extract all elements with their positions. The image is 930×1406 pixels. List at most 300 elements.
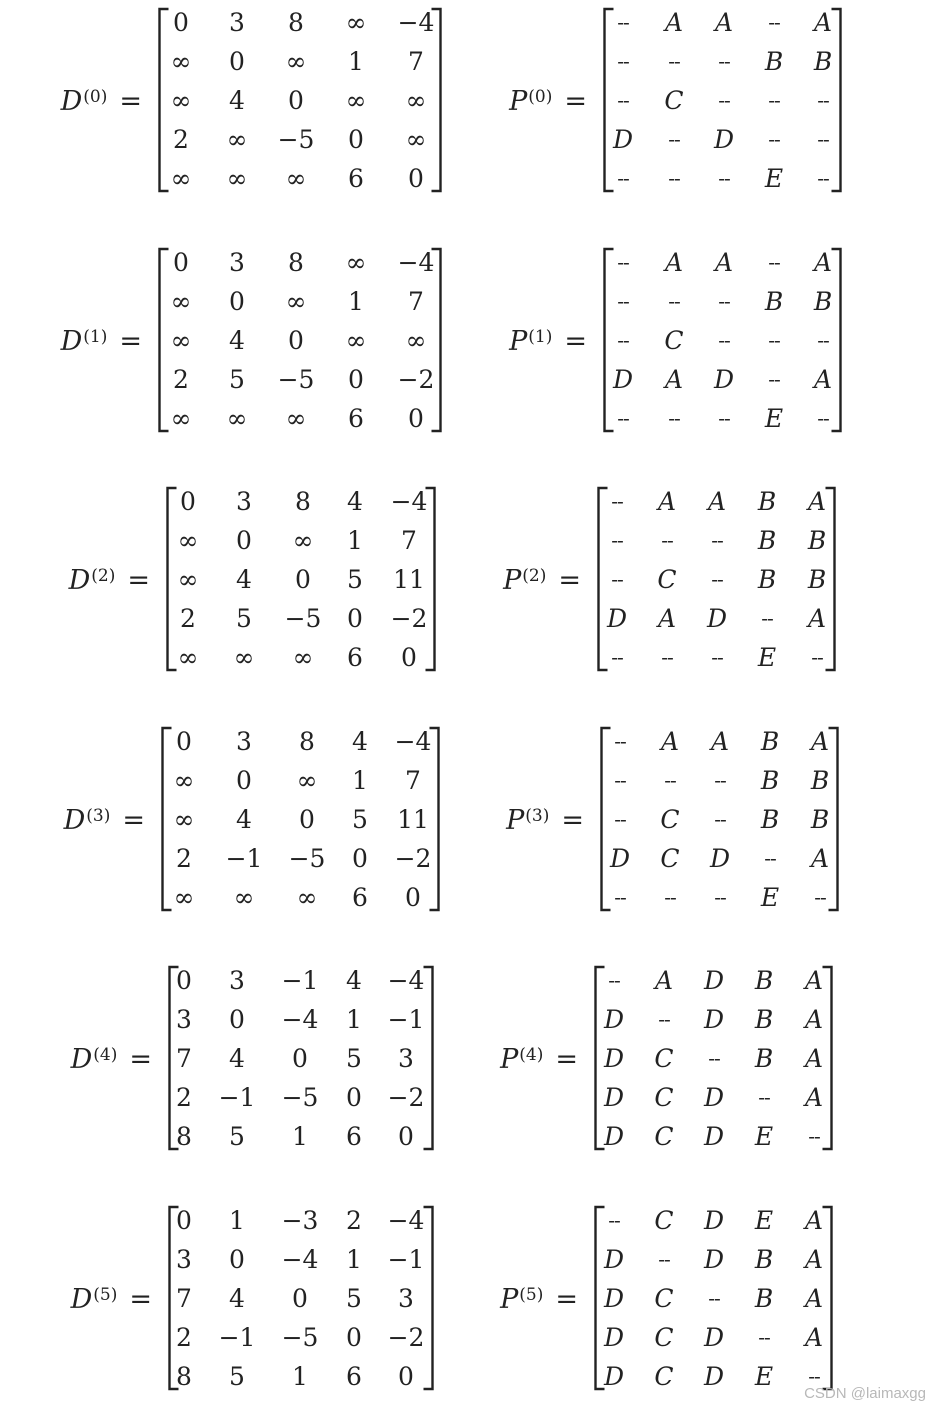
predecessor-matrix-1-cell-r2c1: C [664,326,684,355]
predecessor-matrix-4-cell-r1c0: D [603,1005,625,1034]
predecessor-matrix-0-superscript: (0) [528,87,553,107]
distance-matrix-1-cell-r1c3: 1 [348,287,364,316]
predecessor-matrix-0-cell-r4c1: -- [668,166,680,190]
predecessor-matrix-1-cell-r3c3: -- [768,367,780,391]
distance-matrix-5-cell-r0c3: 2 [346,1206,362,1235]
distance-matrix-1-cell-r3c3: 0 [348,365,364,394]
predecessor-matrix-3-equals: = [561,804,584,836]
predecessor-matrix-3-cell-r2c2: -- [714,807,726,831]
distance-matrix-3-superscript: (3) [86,806,111,826]
predecessor-matrix-0-cell-r1c1: -- [668,49,680,73]
distance-matrix-1-cell-r4c4: 0 [408,404,424,433]
predecessor-matrix-3-cell-r3c3: -- [764,846,776,870]
predecessor-matrix-4-cell-r2c2: -- [708,1046,720,1070]
distance-matrix-5-cell-r4c1: 5 [229,1362,245,1391]
predecessor-matrix-5-cell-r4c3: E [754,1362,774,1391]
predecessor-matrix-3-symbol: P [506,804,525,836]
distance-matrix-1-cell-r2c3: ∞ [345,326,367,355]
distance-matrix-5-cell-r1c4: −1 [387,1245,425,1274]
predecessor-matrix-5-cell-r4c0: D [603,1362,625,1391]
distance-matrix-4-cell-r1c4: −1 [387,1005,425,1034]
distance-matrix-2-cell-r1c4: 7 [401,526,417,555]
distance-matrix-2-cell-r1c3: 1 [347,526,363,555]
distance-matrix-4-cell-r2c4: 3 [398,1044,414,1073]
predecessor-matrix-2-equals: = [558,564,581,596]
predecessor-matrix-2-cell-r1c4: B [807,526,827,555]
distance-matrix-4-symbol: D [70,1043,93,1075]
predecessor-matrix-5-cell-r3c0: D [603,1323,625,1352]
predecessor-matrix-5 [0,1199,930,1399]
predecessor-matrix-0-cell-r2c4: -- [817,88,829,112]
predecessor-matrix-0 [0,1,930,201]
distance-matrix-0-cell-r4c2: ∞ [285,164,307,193]
predecessor-matrix-3-cell-r4c1: -- [664,885,676,909]
predecessor-matrix-1-cell-r2c3: -- [768,328,780,352]
predecessor-matrix-5-cell-r1c2: D [703,1245,725,1274]
predecessor-matrix-3-cell-r1c2: -- [714,768,726,792]
predecessor-matrix-5-cell-r4c4: -- [808,1364,820,1388]
predecessor-matrix-2-cell-r0c1: A [657,487,677,516]
distance-matrix-3-cell-r4c3: 6 [352,883,368,912]
predecessor-matrix-2-cell-r4c3: E [757,643,777,672]
predecessor-matrix-1-cell-r0c1: A [664,248,684,277]
predecessor-matrix-0-cell-r2c2: -- [718,88,730,112]
distance-matrix-2-cell-r2c0: ∞ [177,565,199,594]
predecessor-matrix-4-cell-r1c4: A [804,1005,824,1034]
distance-matrix-3-cell-r4c4: 0 [405,883,421,912]
distance-matrix-2-cell-r3c0: 2 [180,604,196,633]
distance-matrix-5-cell-r2c2: 0 [292,1284,308,1313]
distance-matrix-4-cell-r0c0: 0 [176,966,192,995]
distance-matrix-1-cell-r3c4: −2 [397,365,435,394]
distance-matrix-3-cell-r3c2: −5 [288,844,326,873]
distance-matrix-1-cell-r0c1: 3 [229,248,245,277]
predecessor-matrix-2-cell-r4c2: -- [711,645,723,669]
predecessor-matrix-0-cell-r0c3: -- [768,10,780,34]
distance-matrix-0-cell-r3c0: 2 [173,125,189,154]
distance-matrix-4-cell-r3c0: 2 [176,1083,192,1112]
distance-matrix-2-cell-r0c4: −4 [390,487,428,516]
predecessor-matrix-4-cell-r4c2: D [703,1122,725,1151]
distance-matrix-4-cell-r4c1: 5 [229,1122,245,1151]
predecessor-matrix-5-cell-r2c4: A [804,1284,824,1313]
distance-matrix-2-cell-r4c3: 6 [347,643,363,672]
predecessor-matrix-1-cell-r0c0: -- [617,250,629,274]
predecessor-matrix-4-cell-r3c3: -- [758,1085,770,1109]
predecessor-matrix-3-cell-r0c2: A [710,727,730,756]
predecessor-matrix-4-cell-r4c4: -- [808,1124,820,1148]
predecessor-matrix-3-cell-r2c1: C [660,805,680,834]
distance-matrix-5-cell-r3c0: 2 [176,1323,192,1352]
predecessor-matrix-5-cell-r3c2: D [703,1323,725,1352]
predecessor-matrix-0-cell-r3c0: D [612,125,634,154]
predecessor-matrix-3-cell-r0c3: B [760,727,780,756]
distance-matrix-2-cell-r0c0: 0 [180,487,196,516]
distance-matrix-1-symbol: D [60,325,83,357]
iteration-row-1 [0,241,930,441]
distance-matrix-3-cell-r2c2: 0 [299,805,315,834]
predecessor-matrix-2-cell-r0c0: -- [611,489,623,513]
distance-matrix-0-cell-r2c2: 0 [288,86,304,115]
predecessor-matrix-5-cell-r0c0: -- [608,1208,620,1232]
predecessor-matrix-4-cell-r1c3: B [754,1005,774,1034]
predecessor-matrix-1-cell-r4c1: -- [668,406,680,430]
distance-matrix-3-symbol: D [63,804,86,836]
distance-matrix-0-cell-r1c4: 7 [408,47,424,76]
predecessor-matrix-0-cell-r0c2: A [714,8,734,37]
distance-matrix-3-cell-r3c4: −2 [394,844,432,873]
predecessor-matrix-4-cell-r3c1: C [654,1083,674,1112]
distance-matrix-4-cell-r3c3: 0 [346,1083,362,1112]
distance-matrix-1-cell-r4c1: ∞ [226,404,248,433]
distance-matrix-0-cell-r2c3: ∞ [345,86,367,115]
predecessor-matrix-4-cell-r3c2: D [703,1083,725,1112]
predecessor-matrix-4-cell-r1c2: D [703,1005,725,1034]
distance-matrix-3-cell-r3c1: −1 [225,844,263,873]
distance-matrix-1-cell-r1c2: ∞ [285,287,307,316]
predecessor-matrix-3-cell-r0c0: -- [614,729,626,753]
distance-matrix-0-cell-r0c2: 8 [288,8,304,37]
distance-matrix-3-cell-r0c1: 3 [236,727,252,756]
distance-matrix-2-cell-r3c4: −2 [390,604,428,633]
distance-matrix-4-cell-r2c1: 4 [229,1044,245,1073]
distance-matrix-5-cell-r0c4: −4 [387,1206,425,1235]
predecessor-matrix-4-equals: = [555,1043,578,1075]
predecessor-matrix-2-cell-r2c4: B [807,565,827,594]
distance-matrix-1-cell-r2c1: 4 [229,326,245,355]
distance-matrix-5-cell-r1c0: 3 [176,1245,192,1274]
distance-matrix-5-cell-r2c4: 3 [398,1284,414,1313]
distance-matrix-3-cell-r4c1: ∞ [233,883,255,912]
predecessor-matrix-2-cell-r3c1: A [657,604,677,633]
predecessor-matrix-5-equals: = [555,1283,578,1315]
distance-matrix-0-symbol: D [60,85,83,117]
predecessor-matrix-3-cell-r0c1: A [660,727,680,756]
predecessor-matrix-1-cell-r4c3: E [764,404,784,433]
predecessor-matrix-3-cell-r0c4: A [810,727,830,756]
distance-matrix-4-cell-r0c1: 3 [229,966,245,995]
distance-matrix-3-equals: = [122,804,145,836]
distance-matrix-5-cell-r4c4: 0 [398,1362,414,1391]
distance-matrix-1-cell-r0c3: ∞ [345,248,367,277]
distance-matrix-3-cell-r1c0: ∞ [173,766,195,795]
distance-matrix-1-cell-r1c0: ∞ [170,287,192,316]
predecessor-matrix-0-cell-r1c2: -- [718,49,730,73]
predecessor-matrix-4-cell-r2c1: C [654,1044,674,1073]
predecessor-matrix-4-cell-r0c1: A [654,966,674,995]
predecessor-matrix-5-cell-r1c1: -- [658,1247,670,1271]
predecessor-matrix-4 [0,959,930,1159]
distance-matrix-2-cell-r4c0: ∞ [177,643,199,672]
predecessor-matrix-5-cell-r3c4: A [804,1323,824,1352]
distance-matrix-5-cell-r1c1: 0 [229,1245,245,1274]
distance-matrix-5-cell-r4c3: 6 [346,1362,362,1391]
distance-matrix-4-cell-r1c3: 1 [346,1005,362,1034]
distance-matrix-0-cell-r1c3: 1 [348,47,364,76]
predecessor-matrix-5-symbol: P [500,1283,519,1315]
predecessor-matrix-1 [0,241,930,441]
predecessor-matrix-1-equals: = [564,325,587,357]
distance-matrix-2-cell-r2c2: 0 [295,565,311,594]
iteration-row-0 [0,1,930,201]
predecessor-matrix-0-cell-r1c4: B [813,47,833,76]
predecessor-matrix-4-label [0,959,578,1159]
distance-matrix-0-cell-r4c4: 0 [408,164,424,193]
predecessor-matrix-4-cell-r2c3: B [754,1044,774,1073]
predecessor-matrix-4-superscript: (4) [519,1045,544,1065]
predecessor-matrix-3-cell-r1c3: B [760,766,780,795]
predecessor-matrix-3-cell-r2c3: B [760,805,780,834]
predecessor-matrix-2-cell-r0c3: B [757,487,777,516]
distance-matrix-5-cell-r0c0: 0 [176,1206,192,1235]
predecessor-matrix-1-cell-r2c2: -- [718,328,730,352]
distance-matrix-4-cell-r1c1: 0 [229,1005,245,1034]
distance-matrix-2-cell-r1c2: ∞ [292,526,314,555]
predecessor-matrix-1-cell-r3c4: A [813,365,833,394]
predecessor-matrix-2-cell-r3c3: -- [761,606,773,630]
distance-matrix-3-cell-r0c2: 8 [299,727,315,756]
predecessor-matrix-3-cell-r4c3: E [760,883,780,912]
distance-matrix-0-cell-r1c1: 0 [229,47,245,76]
predecessor-matrix-2-cell-r4c1: -- [661,645,673,669]
predecessor-matrix-4-cell-r0c4: A [804,966,824,995]
predecessor-matrix-5-cell-r0c2: D [703,1206,725,1235]
iteration-row-2 [0,480,930,680]
distance-matrix-2-cell-r4c2: ∞ [292,643,314,672]
predecessor-matrix-0-cell-r0c4: A [813,8,833,37]
predecessor-matrix-1-cell-r3c2: D [713,365,735,394]
predecessor-matrix-2-cell-r1c1: -- [661,528,673,552]
distance-matrix-4-cell-r2c0: 7 [176,1044,192,1073]
distance-matrix-3-cell-r3c3: 0 [352,844,368,873]
predecessor-matrix-1-cell-r0c4: A [813,248,833,277]
distance-matrix-1-cell-r4c3: 6 [348,404,364,433]
distance-matrix-5-cell-r4c0: 8 [176,1362,192,1391]
predecessor-matrix-1-cell-r0c3: -- [768,250,780,274]
distance-matrix-1-cell-r4c2: ∞ [285,404,307,433]
distance-matrix-4-cell-r0c3: 4 [346,966,362,995]
predecessor-matrix-2-cell-r0c4: A [807,487,827,516]
iteration-row-3 [0,720,930,920]
distance-matrix-0-cell-r4c0: ∞ [170,164,192,193]
predecessor-matrix-2-label [0,480,581,680]
distance-matrix-0-cell-r1c2: ∞ [285,47,307,76]
distance-matrix-1-cell-r2c4: ∞ [405,326,427,355]
distance-matrix-0-cell-r3c2: −5 [277,125,315,154]
distance-matrix-4-cell-r2c3: 5 [346,1044,362,1073]
predecessor-matrix-3-cell-r1c4: B [810,766,830,795]
predecessor-matrix-2-cell-r1c0: -- [611,528,623,552]
distance-matrix-5-cell-r0c1: 1 [229,1206,245,1235]
distance-matrix-4-cell-r4c2: 1 [292,1122,308,1151]
distance-matrix-3-cell-r2c0: ∞ [173,805,195,834]
distance-matrix-5-cell-r3c1: −1 [218,1323,256,1352]
distance-matrix-2-cell-r0c1: 3 [236,487,252,516]
predecessor-matrix-2-cell-r3c4: A [807,604,827,633]
predecessor-matrix-5-cell-r1c4: A [804,1245,824,1274]
distance-matrix-2-superscript: (2) [91,566,116,586]
distance-matrix-3-cell-r2c3: 5 [352,805,368,834]
predecessor-matrix-1-cell-r1c0: -- [617,289,629,313]
distance-matrix-5-cell-r2c3: 5 [346,1284,362,1313]
distance-matrix-5-equals: = [129,1283,152,1315]
distance-matrix-4-cell-r0c4: −4 [387,966,425,995]
distance-matrix-1-cell-r0c0: 0 [173,248,189,277]
predecessor-matrix-5-cell-r0c1: C [654,1206,674,1235]
predecessor-matrix-2-cell-r4c4: -- [811,645,823,669]
predecessor-matrix-2-symbol: P [503,564,522,596]
distance-matrix-2-cell-r3c1: 5 [236,604,252,633]
distance-matrix-4-equals: = [129,1043,152,1075]
predecessor-matrix-2 [0,480,930,680]
distance-matrix-0-cell-r2c4: ∞ [405,86,427,115]
predecessor-matrix-4-cell-r3c4: A [804,1083,824,1112]
distance-matrix-4-superscript: (4) [93,1045,118,1065]
distance-matrix-1-cell-r2c0: ∞ [170,326,192,355]
distance-matrix-3-cell-r1c2: ∞ [296,766,318,795]
distance-matrix-1-equals: = [119,325,142,357]
predecessor-matrix-5-cell-r2c3: B [754,1284,774,1313]
predecessor-matrix-3-cell-r3c1: C [660,844,680,873]
distance-matrix-3-cell-r0c4: −4 [394,727,432,756]
distance-matrix-5-cell-r0c2: −3 [281,1206,319,1235]
predecessor-matrix-1-label [0,241,587,441]
predecessor-matrix-0-cell-r2c1: C [664,86,684,115]
predecessor-matrix-1-cell-r1c1: -- [668,289,680,313]
distance-matrix-5-cell-r2c0: 7 [176,1284,192,1313]
distance-matrix-0-cell-r0c3: ∞ [345,8,367,37]
distance-matrix-1-cell-r2c2: 0 [288,326,304,355]
distance-matrix-3-cell-r0c0: 0 [176,727,192,756]
iteration-row-5 [0,1199,930,1399]
predecessor-matrix-4-cell-r0c2: D [703,966,725,995]
predecessor-matrix-0-cell-r3c3: -- [768,127,780,151]
predecessor-matrix-1-cell-r4c4: -- [817,406,829,430]
distance-matrix-4-cell-r3c1: −1 [218,1083,256,1112]
predecessor-matrix-4-cell-r4c1: C [654,1122,674,1151]
distance-matrix-3-cell-r2c4: 11 [397,805,429,834]
distance-matrix-5-symbol: D [70,1283,93,1315]
predecessor-matrix-4-cell-r4c3: E [754,1122,774,1151]
distance-matrix-4-cell-r3c2: −5 [281,1083,319,1112]
distance-matrix-0-cell-r2c1: 4 [229,86,245,115]
distance-matrix-3-cell-r4c0: ∞ [173,883,195,912]
predecessor-matrix-4-cell-r2c4: A [804,1044,824,1073]
distance-matrix-0-cell-r3c3: 0 [348,125,364,154]
distance-matrix-0-equals: = [119,85,142,117]
predecessor-matrix-3-cell-r4c0: -- [614,885,626,909]
predecessor-matrix-2-cell-r1c2: -- [711,528,723,552]
predecessor-matrix-1-cell-r1c4: B [813,287,833,316]
predecessor-matrix-5-cell-r4c1: C [654,1362,674,1391]
predecessor-matrix-1-cell-r2c4: -- [817,328,829,352]
predecessor-matrix-4-cell-r3c0: D [603,1083,625,1112]
distance-matrix-3-cell-r4c2: ∞ [296,883,318,912]
distance-matrix-1-cell-r0c4: −4 [397,248,435,277]
predecessor-matrix-2-cell-r2c3: B [757,565,777,594]
predecessor-matrix-1-cell-r0c2: A [714,248,734,277]
iteration-row-4 [0,959,930,1159]
predecessor-matrix-3-cell-r3c4: A [810,844,830,873]
predecessor-matrix-1-superscript: (1) [528,327,553,347]
distance-matrix-0-superscript: (0) [83,87,108,107]
distance-matrix-0-cell-r2c0: ∞ [170,86,192,115]
predecessor-matrix-0-symbol: P [509,85,528,117]
distance-matrix-4-cell-r1c0: 3 [176,1005,192,1034]
distance-matrix-2-cell-r4c4: 0 [401,643,417,672]
distance-matrix-3-cell-r1c4: 7 [405,766,421,795]
predecessor-matrix-5-cell-r2c0: D [603,1284,625,1313]
predecessor-matrix-0-cell-r0c0: -- [617,10,629,34]
predecessor-matrix-5-cell-r2c2: -- [708,1286,720,1310]
distance-matrix-0-cell-r0c4: −4 [397,8,435,37]
predecessor-matrix-5-cell-r1c0: D [603,1245,625,1274]
distance-matrix-2-cell-r1c1: 0 [236,526,252,555]
distance-matrix-5-cell-r1c3: 1 [346,1245,362,1274]
distance-matrix-5-superscript: (5) [93,1285,118,1305]
predecessor-matrix-0-cell-r4c2: -- [718,166,730,190]
distance-matrix-1-cell-r3c2: −5 [277,365,315,394]
predecessor-matrix-0-cell-r0c1: A [664,8,684,37]
predecessor-matrix-4-cell-r1c1: -- [658,1007,670,1031]
predecessor-matrix-3-superscript: (3) [525,806,550,826]
distance-matrix-4-cell-r1c2: −4 [281,1005,319,1034]
predecessor-matrix-4-cell-r0c0: -- [608,968,620,992]
distance-matrix-2-symbol: D [68,564,91,596]
predecessor-matrix-0-cell-r2c0: -- [617,88,629,112]
predecessor-matrix-3-cell-r2c0: -- [614,807,626,831]
distance-matrix-2-cell-r3c3: 0 [347,604,363,633]
distance-matrix-1-superscript: (1) [83,327,108,347]
predecessor-matrix-5-cell-r1c3: B [754,1245,774,1274]
predecessor-matrix-5-cell-r0c4: A [804,1206,824,1235]
predecessor-matrix-5-cell-r3c3: -- [758,1325,770,1349]
predecessor-matrix-0-cell-r4c3: E [764,164,784,193]
predecessor-matrix-0-equals: = [564,85,587,117]
predecessor-matrix-1-cell-r4c2: -- [718,406,730,430]
predecessor-matrix-0-cell-r3c2: D [713,125,735,154]
watermark: CSDN @laimaxgg [804,1385,926,1402]
distance-matrix-0-cell-r3c1: ∞ [226,125,248,154]
predecessor-matrix-2-cell-r4c0: -- [611,645,623,669]
distance-matrix-3-cell-r2c1: 4 [236,805,252,834]
distance-matrix-5-cell-r3c2: −5 [281,1323,319,1352]
predecessor-matrix-3-cell-r4c2: -- [714,885,726,909]
predecessor-matrix-0-cell-r3c4: -- [817,127,829,151]
predecessor-matrix-2-cell-r2c2: -- [711,567,723,591]
predecessor-matrix-2-superscript: (2) [522,566,547,586]
distance-matrix-3-cell-r1c1: 0 [236,766,252,795]
distance-matrix-5-cell-r2c1: 4 [229,1284,245,1313]
predecessor-matrix-2-cell-r2c0: -- [611,567,623,591]
distance-matrix-4-cell-r4c0: 8 [176,1122,192,1151]
predecessor-matrix-4-cell-r4c0: D [603,1122,625,1151]
predecessor-matrix-1-cell-r2c0: -- [617,328,629,352]
predecessor-matrix-2-cell-r0c2: A [707,487,727,516]
predecessor-matrix-3 [0,720,930,920]
distance-matrix-2-cell-r2c3: 5 [347,565,363,594]
predecessor-matrix-5-cell-r2c1: C [654,1284,674,1313]
predecessor-matrix-2-cell-r1c3: B [757,526,777,555]
predecessor-matrix-2-cell-r3c2: D [706,604,728,633]
distance-matrix-1-cell-r3c1: 5 [229,365,245,394]
distance-matrix-1-cell-r4c0: ∞ [170,404,192,433]
predecessor-matrix-5-cell-r4c2: D [703,1362,725,1391]
distance-matrix-3-cell-r3c0: 2 [176,844,192,873]
predecessor-matrix-3-label [0,720,584,920]
distance-matrix-1-cell-r3c0: 2 [173,365,189,394]
predecessor-matrix-0-label [0,1,587,201]
